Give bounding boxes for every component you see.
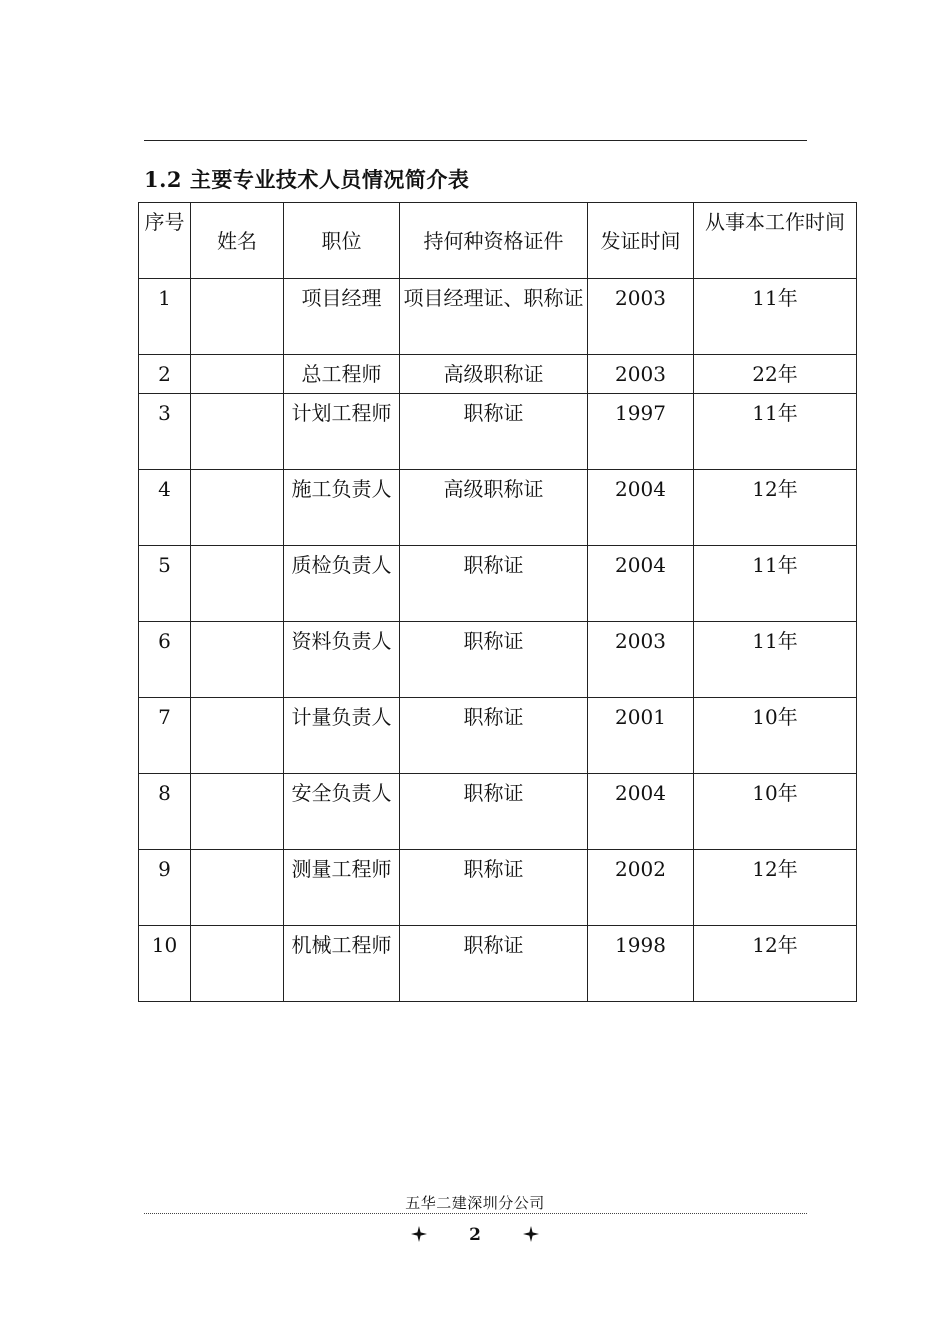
table-row: [139, 470, 857, 546]
experience-cell: 12年: [694, 470, 857, 546]
certificate-cell: 职称证: [400, 622, 588, 698]
name-cell: [191, 546, 284, 622]
experience-cell: 11年: [694, 622, 857, 698]
issued-year-cell: 2003: [588, 279, 694, 355]
position-cell: 测量工程师: [284, 850, 400, 926]
header-cell-certificate: 持何种资格证件: [400, 203, 588, 279]
certificate-cell: 高级职称证: [400, 355, 588, 394]
name-cell: [191, 394, 284, 470]
experience-cell: 11年: [694, 546, 857, 622]
table-row: [139, 355, 857, 394]
experience-cell: 10年: [694, 698, 857, 774]
experience-cell: 11年: [694, 279, 857, 355]
row-number-cell: 2: [139, 355, 191, 394]
row-number-cell: 1: [139, 279, 191, 355]
experience-cell: 12年: [694, 850, 857, 926]
certificate-cell: 职称证: [400, 926, 588, 1002]
header-cell-name: 姓名: [191, 203, 284, 279]
issued-year-cell: 1998: [588, 926, 694, 1002]
row-number-cell: 9: [139, 850, 191, 926]
page-number-row: [0, 1224, 950, 1245]
four-point-star-icon: [523, 1226, 539, 1242]
table-row: [139, 698, 857, 774]
name-cell: [191, 622, 284, 698]
table-row: [139, 926, 857, 1002]
name-cell: [191, 355, 284, 394]
page-number: 2: [469, 1224, 481, 1245]
name-cell: [191, 698, 284, 774]
issued-year-cell: 2004: [588, 774, 694, 850]
position-cell: 质检负责人: [284, 546, 400, 622]
staff-table: [138, 202, 857, 1002]
table-row: [139, 622, 857, 698]
position-cell: 资料负责人: [284, 622, 400, 698]
footer-company-name: 五华二建深圳分公司: [405, 1194, 545, 1212]
header-cell-experience: 从事本工作时间: [694, 203, 857, 279]
certificate-cell: 高级职称证: [400, 470, 588, 546]
header-rule: [144, 140, 807, 141]
row-number-cell: 3: [139, 394, 191, 470]
name-cell: [191, 279, 284, 355]
position-cell: 计划工程师: [284, 394, 400, 470]
experience-cell: 10年: [694, 774, 857, 850]
certificate-cell: 项目经理证、职称证: [400, 279, 588, 355]
table-row: [139, 774, 857, 850]
row-number-cell: 7: [139, 698, 191, 774]
name-cell: [191, 926, 284, 1002]
issued-year-cell: 2003: [588, 622, 694, 698]
certificate-cell: 职称证: [400, 394, 588, 470]
name-cell: [191, 774, 284, 850]
table-row: [139, 279, 857, 355]
table-row: [139, 394, 857, 470]
position-cell: 总工程师: [284, 355, 400, 394]
page-title: 1.2 主要专业技术人员情况简介表: [144, 167, 470, 192]
row-number-cell: 10: [139, 926, 191, 1002]
issued-year-cell: 2003: [588, 355, 694, 394]
row-number-cell: 5: [139, 546, 191, 622]
experience-cell: 11年: [694, 394, 857, 470]
position-cell: 安全负责人: [284, 774, 400, 850]
position-cell: 项目经理: [284, 279, 400, 355]
position-cell: 机械工程师: [284, 926, 400, 1002]
table-row: [139, 850, 857, 926]
table-header-row: [139, 203, 857, 279]
position-cell: 施工负责人: [284, 470, 400, 546]
header-cell-position: 职位: [284, 203, 400, 279]
issued-year-cell: 2002: [588, 850, 694, 926]
certificate-cell: 职称证: [400, 698, 588, 774]
position-cell: 计量负责人: [284, 698, 400, 774]
experience-cell: 12年: [694, 926, 857, 1002]
certificate-cell: 职称证: [400, 850, 588, 926]
name-cell: [191, 850, 284, 926]
table-row: [139, 546, 857, 622]
four-point-star-icon: [411, 1226, 427, 1242]
header-cell-issued: 发证时间: [588, 203, 694, 279]
certificate-cell: 职称证: [400, 546, 588, 622]
certificate-cell: 职称证: [400, 774, 588, 850]
issued-year-cell: 2004: [588, 470, 694, 546]
row-number-cell: 4: [139, 470, 191, 546]
row-number-cell: 8: [139, 774, 191, 850]
issued-year-cell: 2004: [588, 546, 694, 622]
name-cell: [191, 470, 284, 546]
issued-year-cell: 2001: [588, 698, 694, 774]
experience-cell: 22年: [694, 355, 857, 394]
issued-year-cell: 1997: [588, 394, 694, 470]
header-cell-no: 序号: [139, 203, 191, 279]
row-number-cell: 6: [139, 622, 191, 698]
footer-dotted-rule: [144, 1213, 807, 1214]
